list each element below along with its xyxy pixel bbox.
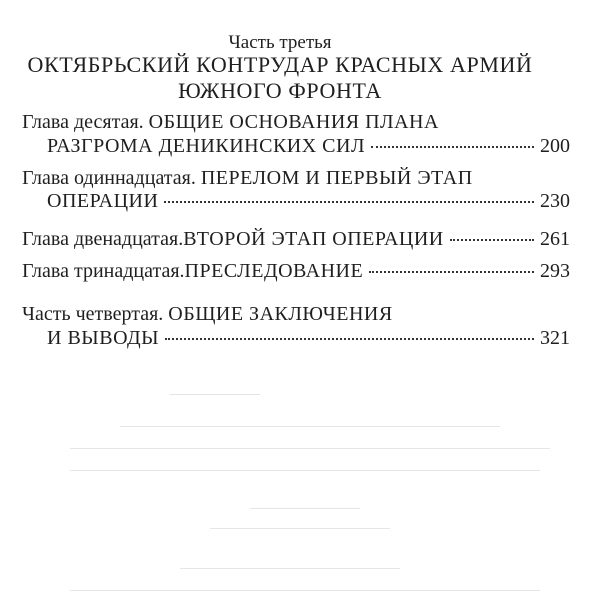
part-three-label: Часть третья (228, 32, 332, 53)
toc-entry-chapter-13 (22, 259, 570, 283)
chapter-12-title: ВТОРОЙ ЭТАП ОПЕРАЦИИ (183, 228, 444, 250)
dot-leader (369, 271, 534, 273)
chapter-11-prefix: Глава одиннадцатая. (22, 167, 201, 189)
bleed-through-text (70, 462, 540, 471)
dot-leader (165, 338, 534, 340)
part-three-title-line-1: ОКТЯБРЬСКИЙ КОНТРУДАР КРАСНЫХ АРМИЙ (27, 52, 533, 77)
chapter-13-title: ПРЕСЛЕДОВАНИЕ (184, 260, 364, 282)
dot-leader (450, 239, 534, 241)
toc-entry-chapter-11-line-2 (47, 189, 570, 213)
bleed-through-text (70, 582, 540, 591)
part-four-title-part-1: ОБЩИЕ ЗАКЛЮЧЕНИЯ (168, 303, 393, 325)
chapter-11-page-number: 230 (540, 190, 570, 212)
dot-leader (164, 201, 534, 203)
toc-entry-part-four-line-2 (47, 326, 570, 350)
chapter-13-page-number: 293 (540, 260, 570, 282)
bleed-through-text (120, 418, 500, 427)
chapter-13-prefix: Глава тринадцатая. (22, 260, 185, 282)
bleed-through-text (170, 384, 260, 395)
bleed-through-text (70, 440, 550, 449)
chapter-10-prefix: Глава десятая. (22, 111, 149, 133)
toc-entry-chapter-10-line-1 (22, 110, 570, 134)
chapter-11-title-part-2: ОПЕРАЦИИ (47, 190, 159, 212)
part-four-page-number: 321 (540, 327, 570, 349)
chapter-12-prefix: Глава двенадцатая. (22, 228, 184, 250)
chapter-11-title-part-1: ПЕРЕЛОМ И ПЕРВЫЙ ЭТАП (200, 167, 473, 189)
bleed-through-text (250, 500, 360, 509)
bleed-through-text (210, 520, 390, 529)
chapter-10-page-number: 200 (540, 135, 570, 157)
chapter-12-page-number: 261 (540, 228, 570, 250)
chapter-10-title-part-1: ОБЩИЕ ОСНОВАНИЯ ПЛАНА (148, 111, 439, 133)
toc-entry-chapter-10-line-2 (47, 134, 570, 158)
toc-entry-chapter-11-line-1 (22, 166, 570, 190)
bleed-through-text (180, 560, 400, 569)
part-four-prefix: Часть четвертая. (22, 303, 169, 325)
part-four-title-part-2: И ВЫВОДЫ (47, 327, 160, 349)
toc-entry-chapter-12 (22, 227, 570, 251)
chapter-10-title-part-2: РАЗГРОМА ДЕНИКИНСКИХ СИЛ (47, 135, 366, 157)
toc-entry-part-four-line-1 (22, 302, 570, 326)
part-three-title-line-2: ЮЖНОГО ФРОНТА (178, 78, 382, 103)
dot-leader (371, 146, 534, 148)
